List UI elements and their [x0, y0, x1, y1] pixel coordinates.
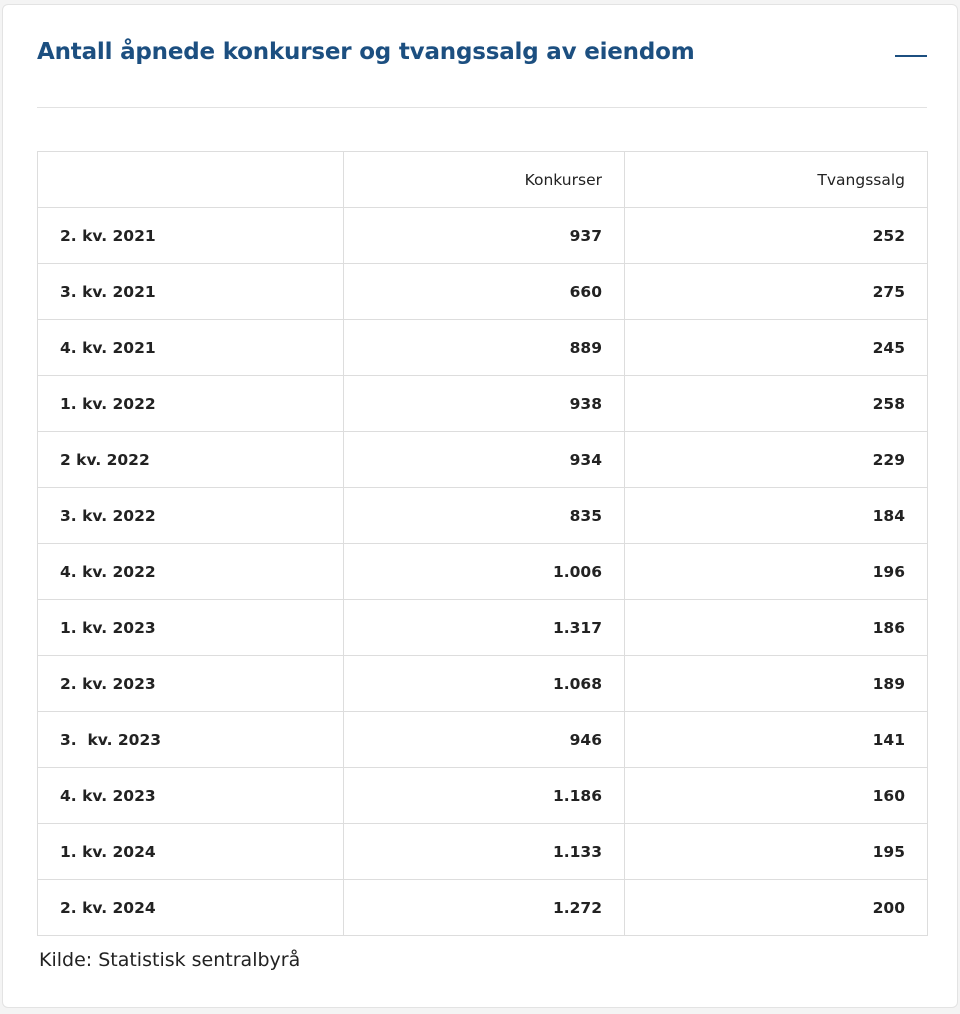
- minus-icon[interactable]: [895, 45, 927, 67]
- cell-period: 3. kv. 2021: [38, 264, 344, 320]
- cell-tvangssalg: 252: [625, 208, 928, 264]
- stats-card: [2, 4, 958, 1008]
- cell-tvangssalg: 141: [625, 712, 928, 768]
- cell-tvangssalg: 195: [625, 824, 928, 880]
- table-row: [38, 824, 928, 880]
- cell-period: 1. kv. 2022: [38, 376, 344, 432]
- card-header[interactable]: [37, 5, 927, 108]
- data-table: [37, 151, 928, 936]
- table-row: [38, 768, 928, 824]
- cell-konkurser: 938: [344, 376, 625, 432]
- cell-konkurser: 1.133: [344, 824, 625, 880]
- header-period: [38, 152, 344, 208]
- table-row: [38, 656, 928, 712]
- cell-period: 4. kv. 2023: [38, 768, 344, 824]
- cell-period: 1. kv. 2023: [38, 600, 344, 656]
- cell-konkurser: 1.272: [344, 880, 625, 936]
- cell-tvangssalg: 229: [625, 432, 928, 488]
- cell-tvangssalg: 184: [625, 488, 928, 544]
- cell-period: 4. kv. 2021: [38, 320, 344, 376]
- table-row: [38, 600, 928, 656]
- cell-tvangssalg: 189: [625, 656, 928, 712]
- table-header-row: [38, 152, 928, 208]
- table-row: [38, 712, 928, 768]
- cell-period: 3. kv. 2022: [38, 488, 344, 544]
- table-row: [38, 376, 928, 432]
- card-title: Antall åpnede konkurser og tvangssalg av eiendom: [37, 39, 695, 65]
- cell-period: 2. kv. 2024: [38, 880, 344, 936]
- cell-konkurser: 1.068: [344, 656, 625, 712]
- cell-konkurser: 1.317: [344, 600, 625, 656]
- header-tvangssalg: Tvangssalg: [625, 152, 928, 208]
- cell-konkurser: 946: [344, 712, 625, 768]
- source-note: Kilde: Statistisk sentralbyrå: [39, 949, 301, 971]
- cell-period: 2 kv. 2022: [38, 432, 344, 488]
- table-row: [38, 880, 928, 936]
- cell-tvangssalg: 186: [625, 600, 928, 656]
- cell-konkurser: 889: [344, 320, 625, 376]
- table-row: [38, 264, 928, 320]
- cell-konkurser: 1.186: [344, 768, 625, 824]
- cell-tvangssalg: 160: [625, 768, 928, 824]
- cell-period: 2. kv. 2023: [38, 656, 344, 712]
- cell-konkurser: 660: [344, 264, 625, 320]
- cell-tvangssalg: 275: [625, 264, 928, 320]
- cell-period: 1. kv. 2024: [38, 824, 344, 880]
- cell-period: 2. kv. 2021: [38, 208, 344, 264]
- cell-konkurser: 934: [344, 432, 625, 488]
- cell-konkurser: 1.006: [344, 544, 625, 600]
- cell-konkurser: 937: [344, 208, 625, 264]
- table-row: [38, 208, 928, 264]
- table-row: [38, 320, 928, 376]
- cell-konkurser: 835: [344, 488, 625, 544]
- cell-period: 3. kv. 2023: [38, 712, 344, 768]
- cell-period: 4. kv. 2022: [38, 544, 344, 600]
- table-row: [38, 488, 928, 544]
- header-konkurser: Konkurser: [344, 152, 625, 208]
- cell-tvangssalg: 245: [625, 320, 928, 376]
- table-row: [38, 432, 928, 488]
- cell-tvangssalg: 258: [625, 376, 928, 432]
- cell-tvangssalg: 200: [625, 880, 928, 936]
- cell-tvangssalg: 196: [625, 544, 928, 600]
- table-row: [38, 544, 928, 600]
